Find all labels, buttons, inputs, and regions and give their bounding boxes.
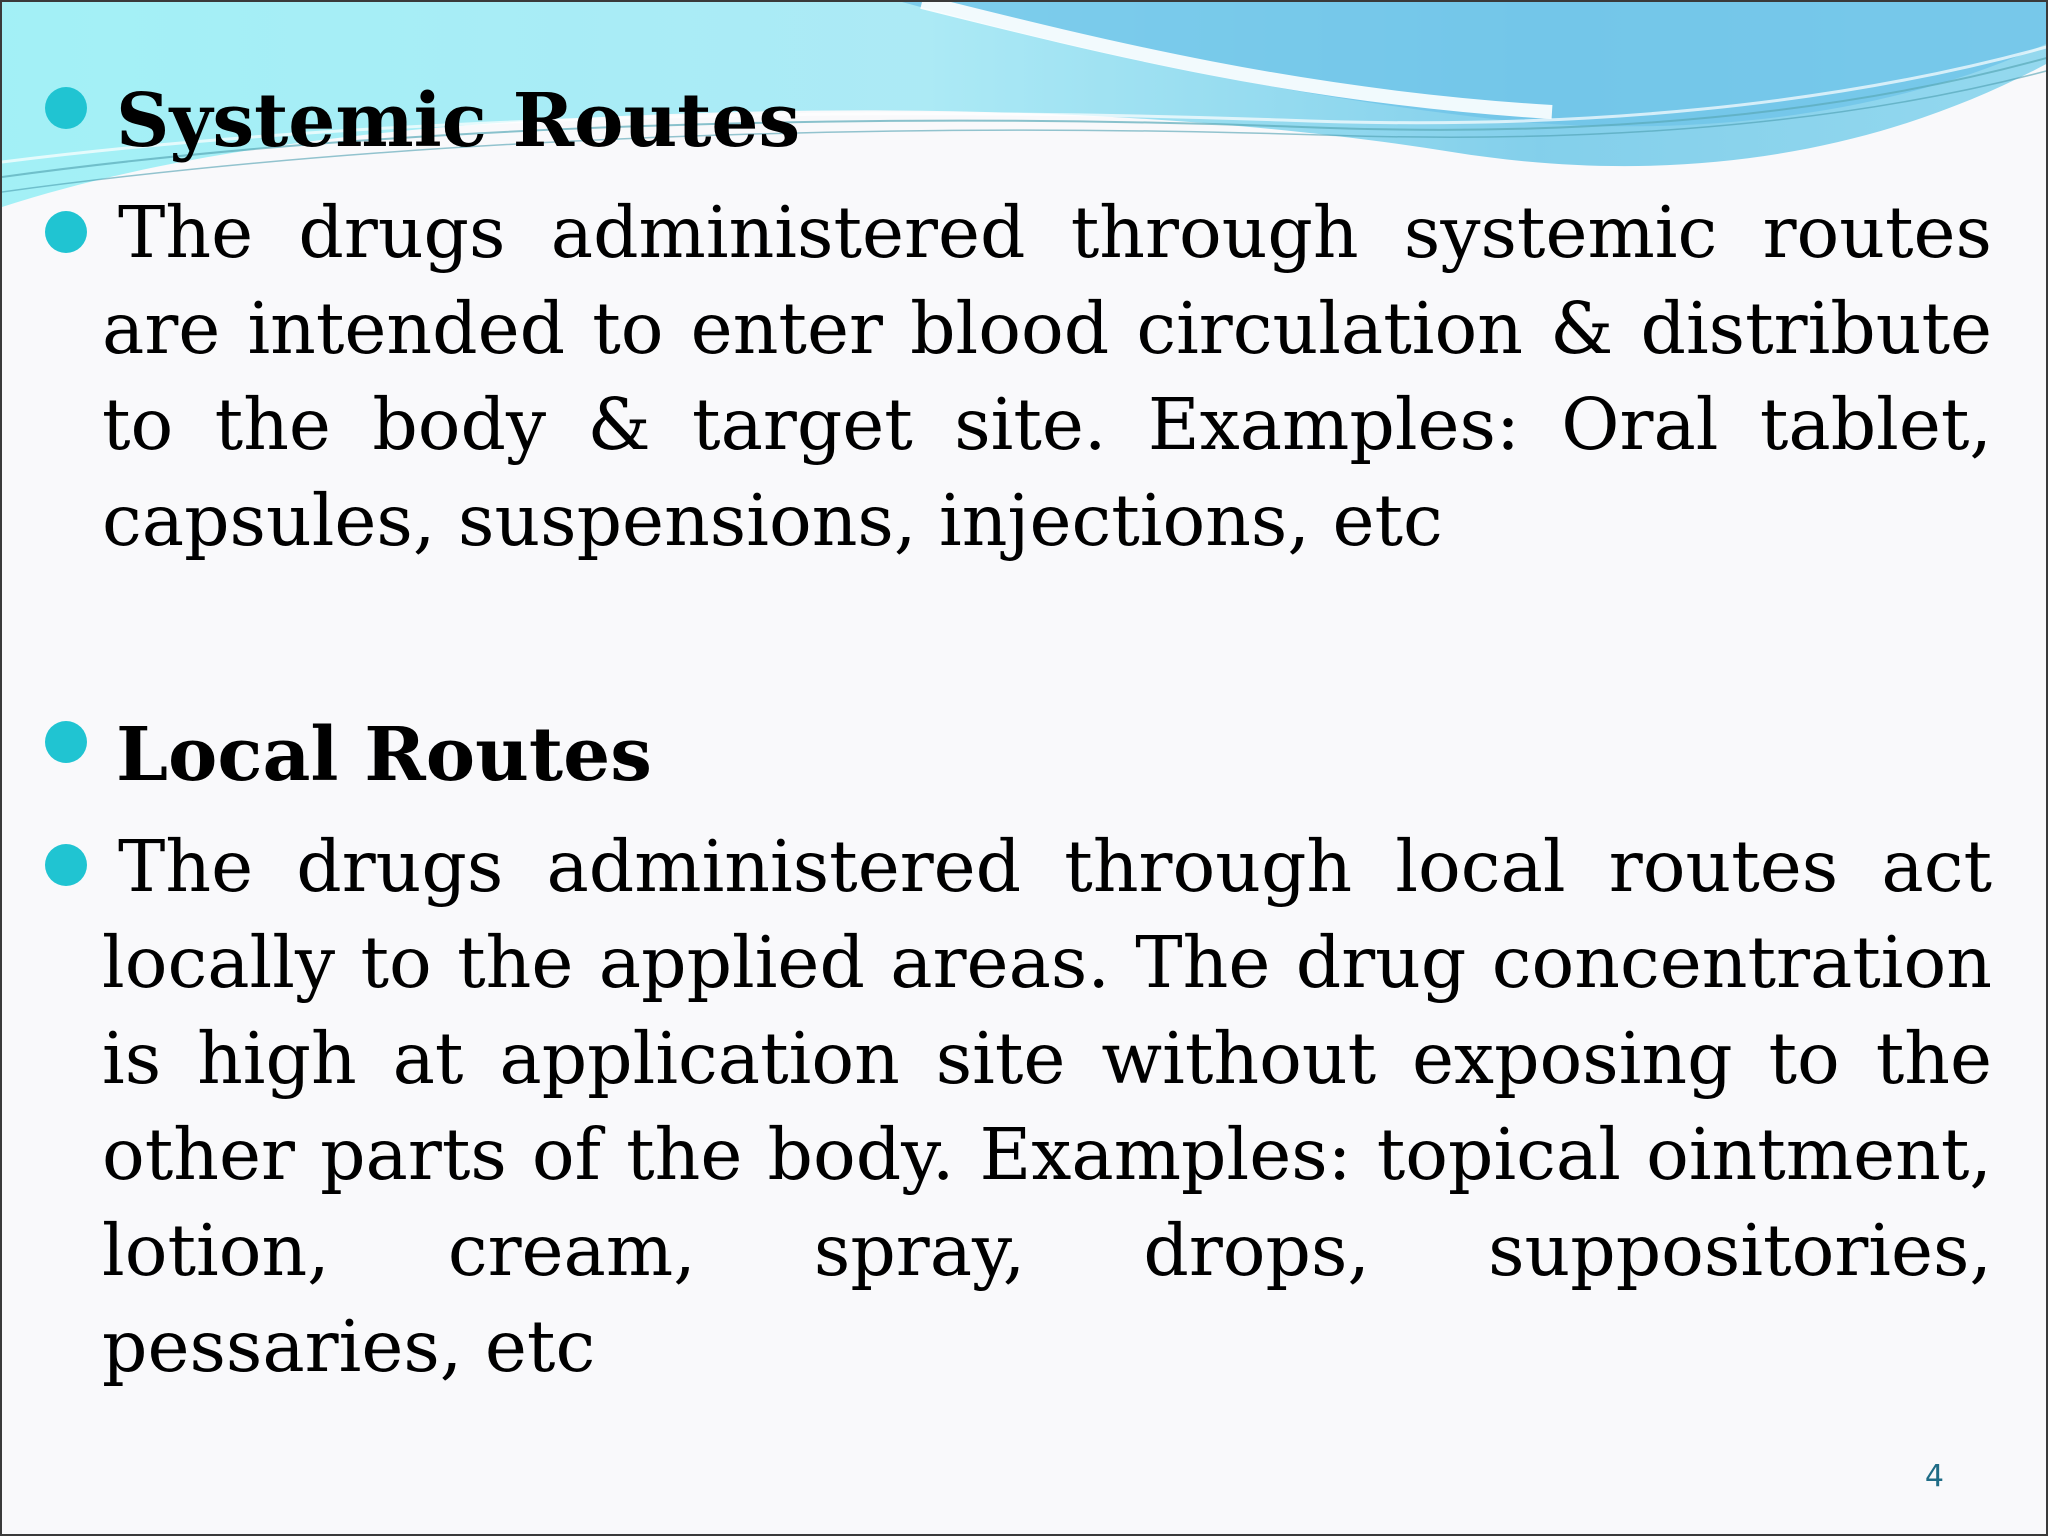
bullet-icon xyxy=(45,721,87,763)
bullet-icon xyxy=(45,844,87,886)
paragraph-systemic-routes: The drugs administered through systemic routes are intended to enter blood circulation & distribute to the body & target site. Examples: Oral tablet, capsules, suspensions, injections, etc xyxy=(102,191,1992,562)
bullet-icon xyxy=(45,87,87,129)
heading-local-routes: Local Routes xyxy=(116,712,652,798)
bullet-icon xyxy=(45,211,87,253)
heading-systemic-routes: Systemic Routes xyxy=(116,78,801,164)
paragraph-local-routes: The drugs administered through local routes act locally to the applied areas. The drug concentration is high at application site without exposing to the other parts of the body. Examples: topical ointment, lotion, cream, spray, drops, suppositories, pessaries, etc xyxy=(102,825,1992,1388)
page-number: 4 xyxy=(1924,1459,1944,1494)
